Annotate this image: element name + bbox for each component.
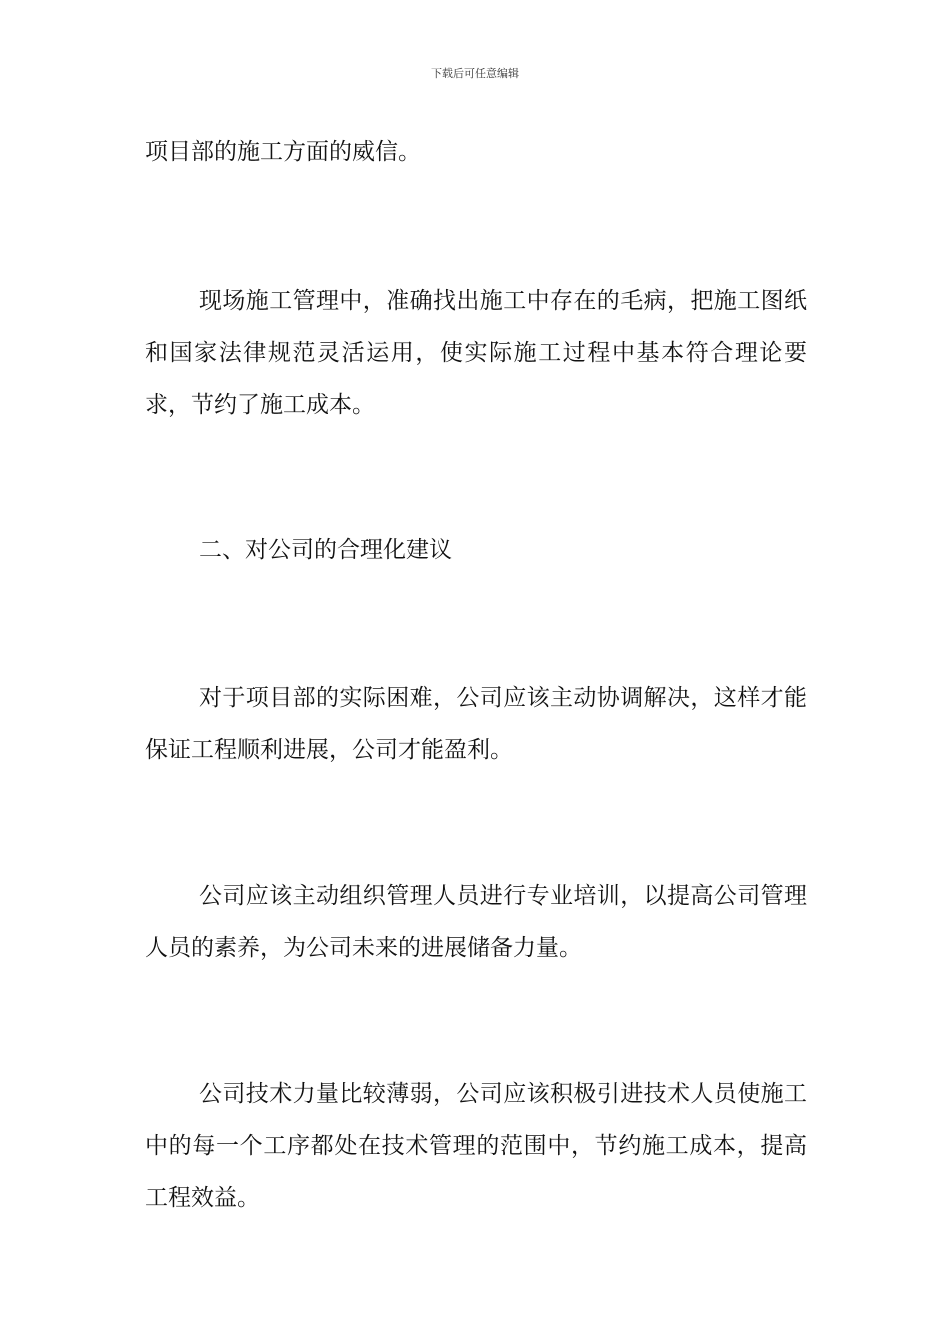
paragraph-coordination: 对于项目部的实际困难，公司应该主动协调解决，这样才能保证工程顺利进展，公司才能盈利。 — [145, 685, 807, 763]
section-heading-suggestions: 二、对公司的合理化建议 — [199, 537, 452, 563]
paragraph-continuation: 项目部的施工方面的威信。 — [145, 139, 421, 165]
paragraph-training: 公司应该主动组织管理人员进行专业培训，以提高公司管理人员的素养，为公司未来的进展储备力量。 — [145, 883, 807, 961]
page-header-note: 下载后可任意编辑 — [431, 67, 519, 80]
paragraph-technical-staff: 公司技术力量比较薄弱，公司应该积极引进技术人员使施工中的每一个工序都处在技术管理的范围中，节约施工成本，提高工程效益。 — [145, 1081, 807, 1211]
paragraph-site-management: 现场施工管理中，准确找出施工中存在的毛病，把施工图纸和国家法律规范灵活运用，使实际施工过程中基本符合理论要求，节约了施工成本。 — [145, 288, 807, 418]
